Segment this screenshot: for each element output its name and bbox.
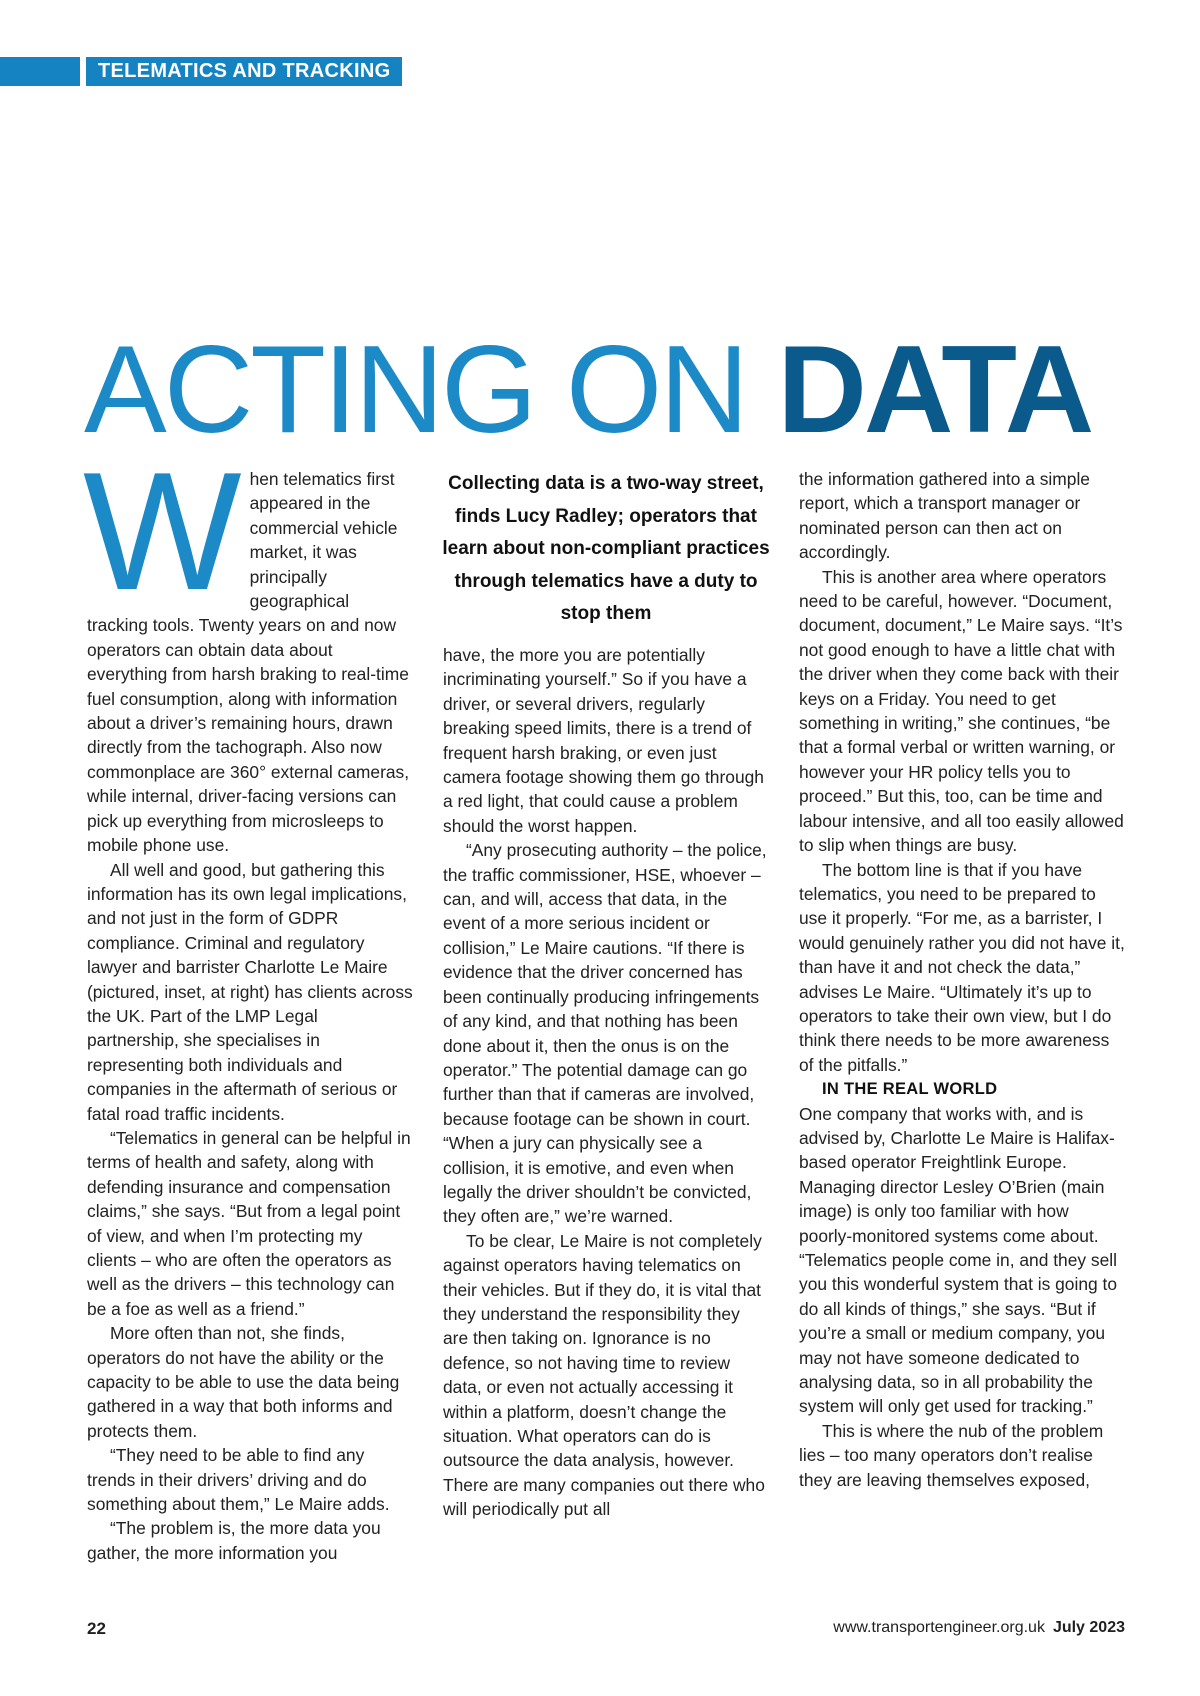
paragraph: More often than not, she finds, operators do not have the ability or the capacity to be able to use the data being gathered in a way that both informs and protects them. [87,1323,400,1441]
headline-light: ACTING ON [84,321,778,459]
section-tag-bar [0,57,80,86]
section-tag: TELEMATICS AND TRACKING [86,57,402,86]
footer-info [833,1619,1125,1637]
headline-bold: DATA [777,321,1092,459]
paragraph: This is another area where operators need to be careful, however. “Document, document, document,” Le Maire says. “It’s not good enough to have a little chat with the driver when they come back with their keys on a Friday. You need to get something in writing,” she continues, “be that a formal verbal or written warning, or however your HR policy tells you to proceed.” But this, too, can be time and labour intensive, and all too easily allowed to slip when things are busy. [799,566,1124,856]
paragraph: hen telematics first appeared in the commercial vehicle market, it was principally geographical tracking tools. Twenty years on and now operators can obtain data about everything from harsh braking to real-time fuel consumption, along with information about a driver’s remaining hours, drawn directly from the tachograph. Also now commonplace are 360° external cameras, while internal, driver-facing versions can pick up everything from microsleeps to mobile phone use. [87,469,410,856]
headline [84,321,1092,459]
subheading: IN THE REAL WORLD [822,1080,998,1099]
paragraph: the information gathered into a simple report, which a transport manager or nominated person can then act on accordingly. [799,469,1090,563]
paragraph: The bottom line is that if you have telematics, you need to be prepared to use it properly. “For me, as a barrister, I would genuinely rather you did not have it, than have it and not check the data,” advises Le Maire. “Ultimately it’s up to operators to take their own view, but I do think there needs to be more awareness of the pitfalls.” [799,859,1125,1075]
column-3 [799,467,1125,1492]
paragraph: “Any prosecuting authority – the police, the traffic commissioner, HSE, whoever – can, and will, access that data, in the event of a more serious incident or collision,” Le Maire cautions. “If there is evidence that the driver concerned has been continually producing infringements of any kind, and that nothing has been done about it, then the onus is on the operator.” The potential damage can go further than that if cameras are involved, because footage can be shown in court. “When a jury can physically see a collision, it is emotive, and even when legally the driver shouldn’t be convicted, they often are,” we’re warned. [443,840,767,1227]
column-1 [83,437,413,1565]
paragraph: One company that works with, and is advised by, Charlotte Le Maire is Halifax-based operator Freightlink Europe. Managing director Lesley O’Brien (main image) is only too familiar with how poorly-monitored systems come about. “Telematics people come in, and they sell you this wonderful system that is going to do all kinds of things,” she says. “But if you’re a small or medium company, you may not have someone dedicated to analysing data, so in all probability the system will only get used for tracking.” [799,1103,1118,1417]
paragraph: “The problem is, the more data you gather, the more information you [87,1518,381,1563]
website-link[interactable]: www.transportengineer.org.uk [833,1619,1045,1636]
issue-date: July 2023 [1052,1619,1125,1636]
paragraph: This is where the nub of the problem lies – too many operators don’t realise they are leaving themselves exposed, [799,1420,1104,1490]
page-number: 22 [87,1619,106,1638]
paragraph: “Telematics in general can be helpful in terms of health and safety, along with defending insurance and compensation claims,” she says. “But from a legal point of view, and when I’m protecting my clients – who are often the operators as well as the drivers – this technology can be a foe as well as a friend.” [87,1127,411,1319]
paragraph: “They need to be able to find any trends in their drivers’ driving and do something about them,” Le Maire adds. [87,1445,390,1515]
paragraph: To be clear, Le Maire is not completely against operators having telematics on their vehicles. But if they do, it is vital that they understand the responsibility they are then taking on. Ignorance is no defence, so not having time to review data, or even not actually accessing it within a platform, doesn’t change the situation. What operators can do is outsource the data analysis, however. There are many companies out there who will periodically put all [443,1230,765,1520]
standfirst: Collecting data is a two-way street, finds Lucy Radley; operators that learn about non-compliant practices through telematics have a duty to stop them [442,473,770,625]
drop-cap: W [83,437,242,625]
paragraph: have, the more you are potentially incriminating yourself.” So if you have a driver, or several drivers, regularly breaking speed limits, there is a trend of frequent harsh braking, or even just camera footage showing them go through a red light, that could cause a problem should the worst happen. [443,645,764,836]
paragraph: All well and good, but gathering this information has its own legal implications, and not just in the form of GDPR compliance. Criminal and regulatory lawyer and barrister Charlotte Le Maire (pictured, inset, at right) has clients across the UK. Part of the LMP Legal partnership, she specialises in representing both individuals and companies in the aftermath of serious or fatal road traffic incidents. [87,859,413,1124]
column-2 [443,643,769,1522]
